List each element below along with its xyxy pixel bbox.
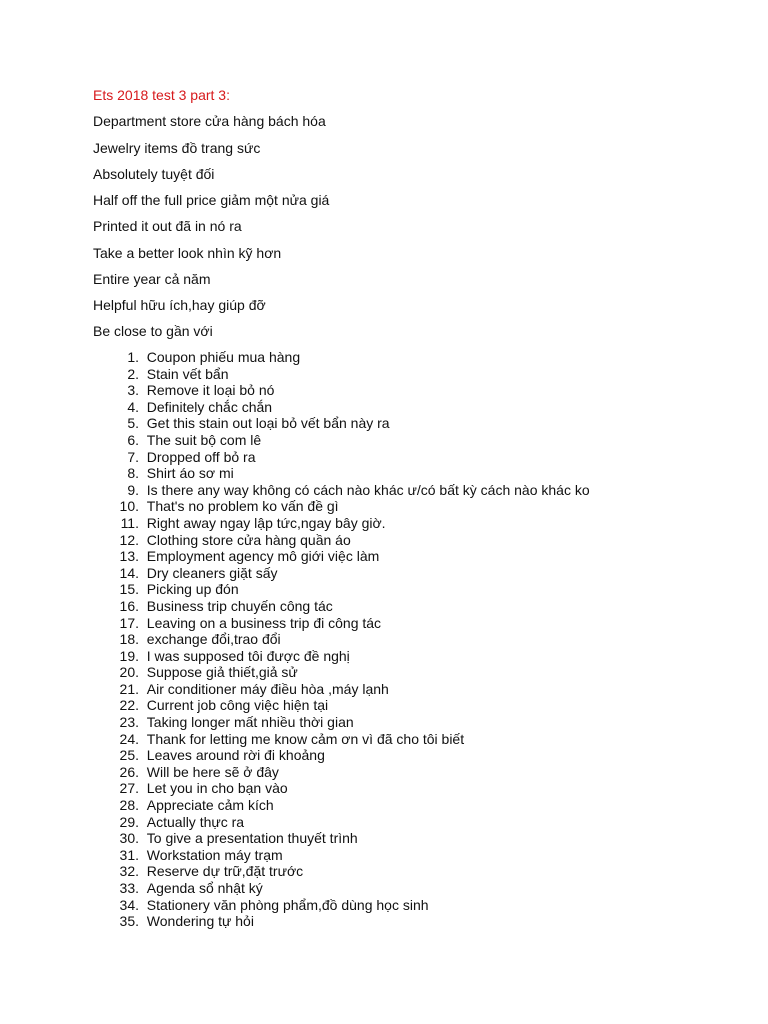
vocab-paragraph: Entire year cả năm: [93, 271, 211, 287]
list-item: [93, 382, 590, 399]
list-item-number: 16.: [119, 597, 139, 614]
list-item-number: 11.: [120, 514, 139, 531]
list-item-text: Definitely chắc chắn: [146, 398, 273, 415]
list-item-text: Get this stain out loại bỏ vết bẩn này ra: [146, 415, 390, 432]
list-item: [93, 814, 590, 831]
list-item-number: 10.: [119, 498, 139, 515]
list-item: [93, 731, 590, 748]
list-item-number: 14.: [119, 564, 139, 581]
list-item-text: Stain vết bẩn: [146, 365, 229, 382]
list-item-number: 3.: [127, 382, 139, 399]
list-item: [93, 797, 590, 814]
list-item: [93, 415, 590, 432]
list-item: [93, 532, 590, 549]
list-item-text: Remove it loại bỏ nó: [146, 382, 275, 399]
list-item: [93, 780, 590, 797]
list-item: [93, 648, 590, 665]
list-item-number: 15.: [119, 581, 139, 598]
list-item-text: Is there any way không có cách nào khác ư/có bất kỳ cách nào khác ko: [146, 481, 590, 498]
list-item: [93, 548, 590, 565]
list-item-text: Shirt áo sơ mi: [146, 465, 234, 482]
list-item-text: Right away ngay lập tức,ngay bây giờ.: [146, 514, 386, 531]
list-item: [93, 880, 590, 897]
vocab-paragraph: Printed it out đã in nó ra: [93, 218, 242, 234]
list-item-text: Will be here sẽ ở đây: [146, 763, 279, 780]
list-item-number: 12.: [119, 531, 139, 548]
list-item: [93, 714, 590, 731]
list-item: [93, 697, 590, 714]
list-item-number: 18.: [119, 631, 139, 648]
list-item: [93, 399, 590, 416]
numbered-vocab-list: [93, 349, 590, 930]
list-item: [93, 598, 590, 615]
vocab-paragraph: Be close to gần với: [93, 323, 213, 339]
list-item: [93, 581, 590, 598]
list-item-number: 20.: [119, 664, 139, 681]
list-item-number: 5.: [127, 415, 139, 432]
list-item-number: 2.: [127, 365, 139, 382]
list-item-text: Picking up đón: [146, 581, 239, 598]
list-item-number: 32.: [119, 863, 139, 880]
list-item-text: Leaving on a business trip đi công tác: [146, 614, 382, 631]
list-item: [93, 913, 590, 930]
list-item: [93, 565, 590, 582]
list-item-number: 23.: [119, 714, 139, 731]
list-item-text: Wondering tự hỏi: [146, 913, 254, 930]
list-item-text: Employment agency mô giới việc làm: [146, 548, 380, 565]
list-item-text: Reserve dự trữ,đặt trước: [146, 863, 304, 880]
list-item-text: Dry cleaners giặt sấy: [146, 564, 278, 581]
list-item-number: 9.: [127, 481, 139, 498]
list-item: [93, 498, 590, 515]
list-item-number: 35.: [119, 913, 139, 930]
list-item-number: 19.: [119, 647, 139, 664]
list-item-number: 27.: [119, 780, 139, 797]
list-item-text: Actually thực ra: [146, 813, 245, 830]
list-item-text: Appreciate cảm kích: [146, 797, 274, 814]
list-item-text: Agenda sổ nhật ký: [146, 880, 263, 896]
list-item-number: 17.: [119, 614, 139, 631]
list-item-number: 34.: [119, 896, 139, 913]
list-item-number: 25.: [119, 747, 139, 764]
vocab-paragraph: Jewelry items đồ trang sức: [93, 140, 261, 156]
list-item: [93, 830, 590, 847]
list-item: [93, 764, 590, 781]
list-item: [93, 465, 590, 482]
list-item-text: Business trip chuyến công tác: [146, 597, 333, 614]
list-item-number: 29.: [119, 813, 139, 830]
list-item: [93, 664, 590, 681]
list-item-text: Leaves around rời đi khoảng: [146, 747, 325, 764]
list-item: [93, 847, 590, 864]
list-item-text: Coupon phiếu mua hàng: [146, 349, 301, 365]
list-item-text: Stationery văn phòng phẩm,đồ dùng học sinh: [146, 896, 429, 913]
document-title: Ets 2018 test 3 part 3:: [93, 87, 230, 103]
list-item-text: Dropped off bỏ ra: [146, 448, 256, 465]
list-item-number: 21.: [119, 680, 139, 697]
list-item-number: 4.: [127, 398, 139, 415]
list-item-number: 26.: [119, 763, 139, 780]
list-item-number: 30.: [119, 830, 139, 847]
list-item: [93, 482, 590, 499]
list-item-text: The suit bộ com lê: [146, 431, 262, 448]
list-item-number: 28.: [119, 797, 139, 814]
list-item: [93, 366, 590, 383]
list-item-text: exchange đổi,trao đổi: [146, 631, 281, 648]
list-item-text: That's no problem ko vấn đề gì: [146, 498, 339, 515]
list-item-text: Let you in cho bạn vào: [146, 780, 288, 797]
vocab-paragraph: Helpful hữu ích,hay giúp đỡ: [93, 297, 266, 313]
list-item: [93, 449, 590, 466]
list-item: [93, 349, 590, 366]
list-item-text: Air conditioner máy điều hòa ,máy lạnh: [146, 680, 389, 697]
list-item-number: 8.: [127, 465, 139, 482]
list-item-number: 22.: [119, 697, 139, 714]
list-item-text: Suppose giả thiết,giả sử: [146, 664, 298, 681]
list-item-number: 6.: [127, 431, 139, 448]
list-item-number: 1.: [127, 349, 139, 365]
list-item-number: 33.: [119, 880, 139, 896]
list-item: [93, 515, 590, 532]
vocab-paragraph: Department store cửa hàng bách hóa: [93, 113, 326, 129]
list-item-text: Clothing store cửa hàng quần áo: [146, 531, 351, 548]
vocab-paragraph: Absolutely tuyệt đối: [93, 166, 215, 182]
vocab-paragraph: Half off the full price giảm một nửa giá: [93, 192, 330, 208]
list-item-number: 7.: [127, 448, 139, 465]
list-item: [93, 897, 590, 914]
list-item-text: Thank for letting me know cảm ơn vì đã cho tôi biết: [146, 730, 465, 747]
list-item-text: Taking longer mất nhiều thời gian: [146, 714, 354, 731]
list-item-number: 24.: [119, 730, 139, 747]
list-item: [93, 631, 590, 648]
list-item: [93, 432, 590, 449]
list-item-text: Current job công việc hiện tại: [146, 697, 329, 714]
list-item: [93, 863, 590, 880]
list-item-number: 31.: [119, 846, 139, 863]
list-item: [93, 615, 590, 632]
vocab-paragraph: Take a better look nhìn kỹ hơn: [93, 245, 282, 261]
list-item: [93, 681, 590, 698]
list-item-text: Workstation máy trạm: [146, 846, 283, 863]
list-item-text: To give a presentation thuyết trình: [146, 830, 358, 847]
list-item-text: I was supposed tôi được đề nghị: [146, 647, 350, 664]
list-item-number: 13.: [119, 548, 139, 565]
list-item: [93, 747, 590, 764]
